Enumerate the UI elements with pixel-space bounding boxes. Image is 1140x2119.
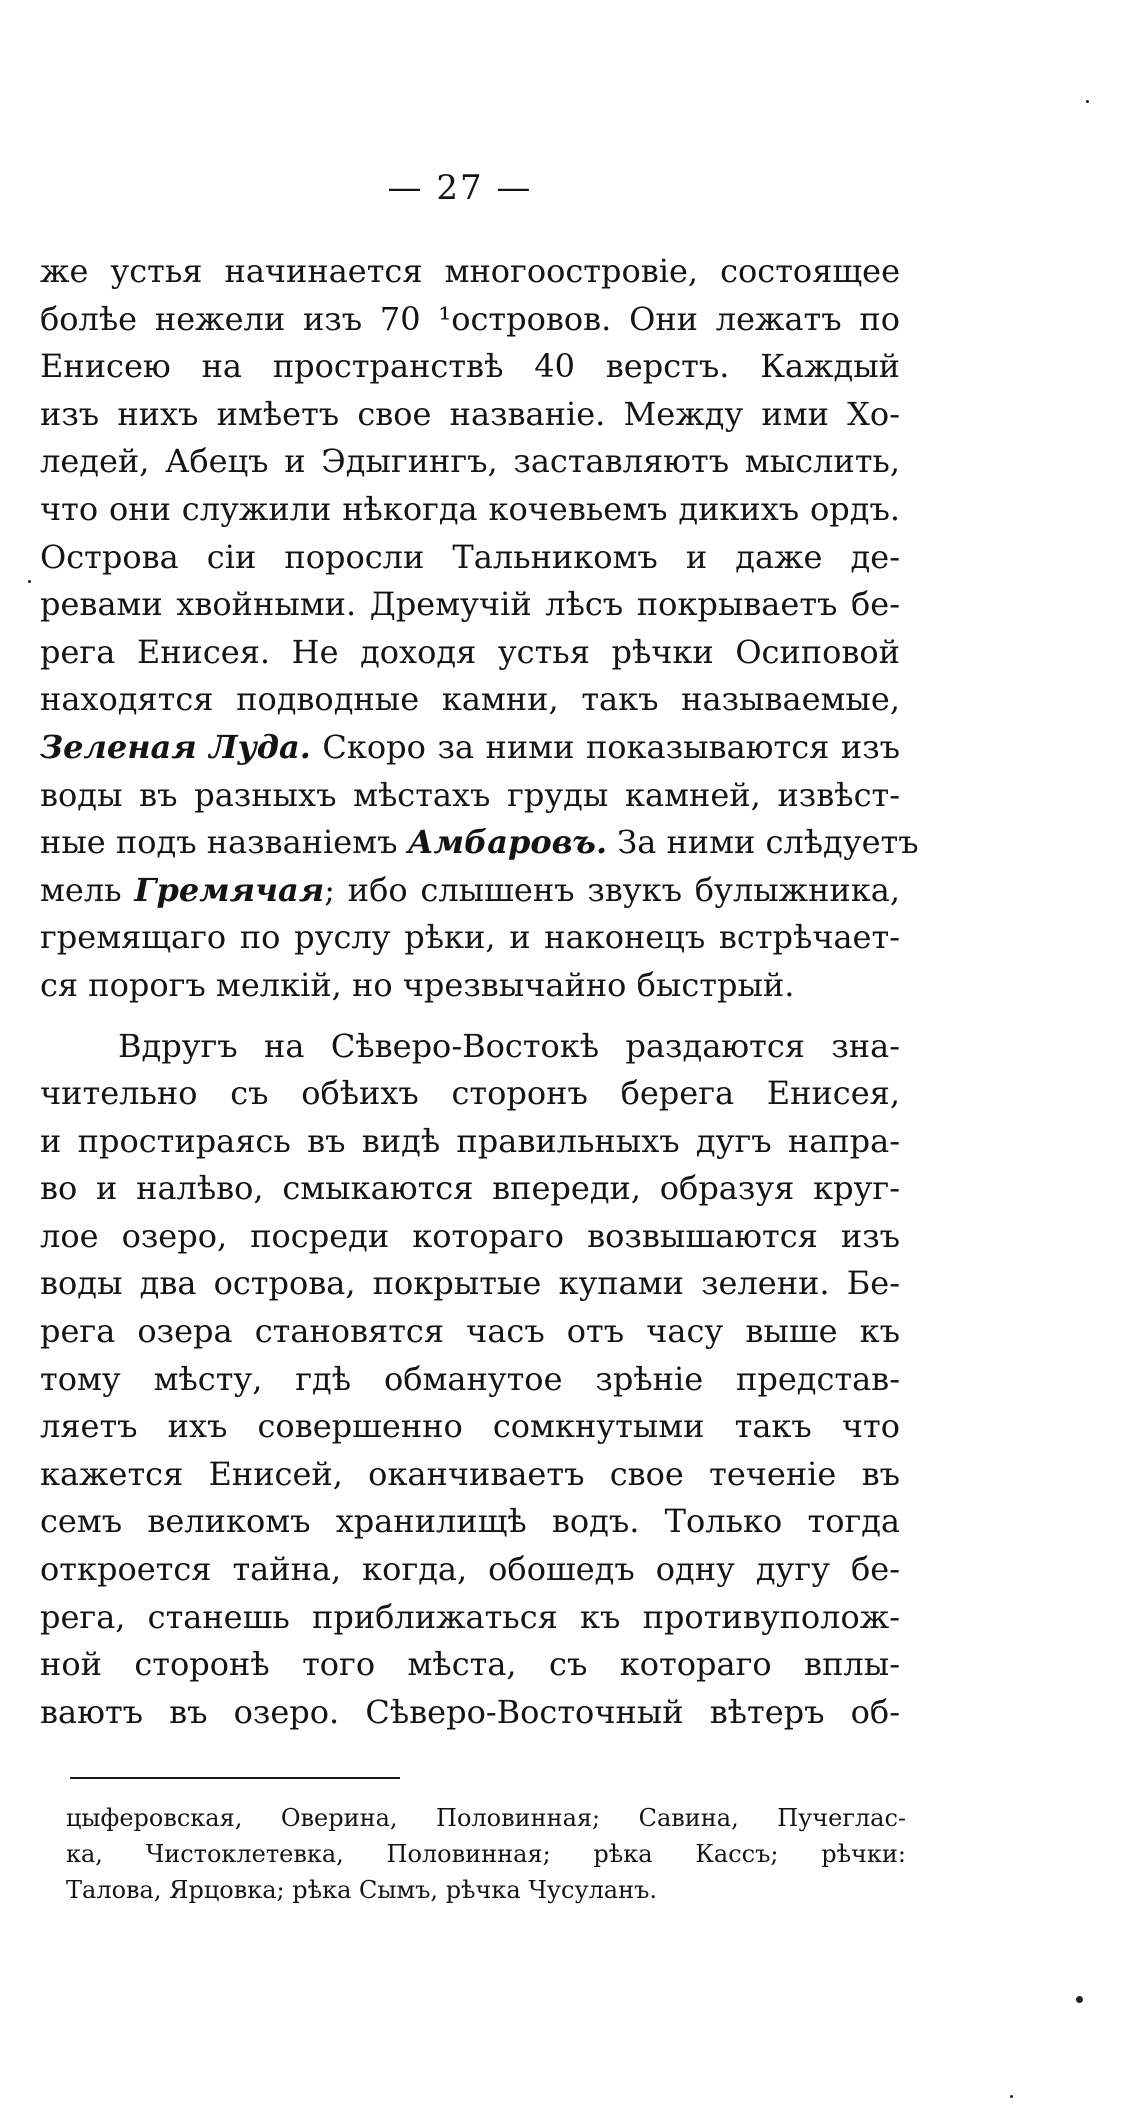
text-line: ледей, Абецъ и Эдыгингъ, заставляютъ мыслить, (40, 442, 900, 481)
text-line: же устья начинается многоостровіе, состоящее (40, 252, 900, 290)
text-line: ляетъ ихъ совершенно сомкнутыми такъ что (40, 1407, 900, 1446)
text-line-italic-gremyachaya: мель Гремячая; ибо слышенъ звукъ булыжника, (40, 870, 901, 909)
text-line: семъ великомъ хранилищѣ водъ. Только тогда (40, 1502, 900, 1541)
footnote-line: цыферовская, Оверина, Половинная; Савина, Пучеглас- (66, 1804, 906, 1832)
text-line: ся порогъ мелкій, но чрезвычайно быстрый. (40, 965, 795, 1004)
italic-term: Зеленая Луда. (40, 727, 311, 766)
italic-term: Амбаровъ. (407, 823, 608, 862)
text-line: изъ нихъ имѣетъ свое названіе. Между ими Хо- (40, 394, 900, 433)
text-line: воды два острова, покрытые купами зелени. Бе- (40, 1264, 900, 1303)
text-line: чительно съ обѣихъ сторонъ берега Енисея, (40, 1074, 900, 1113)
text-line: ваютъ въ озеро. Сѣверо-Восточный вѣтеръ об- (40, 1692, 900, 1731)
text-line: лое озеро, посреди котораго возвышаются изъ (40, 1216, 900, 1255)
footnote-line: ка, Чистоклетевка, Половинная; рѣка Кассъ; рѣчки: (66, 1840, 906, 1868)
text-line: Острова сіи поросли Тальникомъ и даже де- (40, 537, 900, 576)
text-line: Енисею на пространствѣ 40 верстъ. Каждый (40, 347, 900, 386)
text-line: рега, станешь приближаться къ противуполож- (40, 1597, 900, 1636)
print-speck (1010, 2095, 1013, 2098)
page-number: — 27 — (387, 168, 533, 208)
text-line: воды въ разныхъ мѣстахъ груды камней, извѣст- (40, 775, 900, 814)
footnote-divider (70, 1777, 400, 1779)
print-speck (28, 580, 31, 583)
text-line: тому мѣсту, гдѣ обманутое зрѣніе представ- (40, 1359, 900, 1398)
paragraph-start-line: Вдругъ на Сѣверо-Востокѣ раздаются зна- (118, 1026, 900, 1065)
text-line: во и налѣво, смыкаются впереди, образуя круг- (40, 1169, 900, 1208)
footnote-block (66, 1800, 906, 1908)
text-line: рега озера становятся часъ отъ часу выше къ (40, 1312, 900, 1351)
footnote-line: Талова, Ярцовка; рѣка Сымъ, рѣчка Чусуланъ. (66, 1876, 658, 1904)
text-line-italic-zelenaya-luda: Зеленая Луда. Скоро за ними показываются изъ (40, 727, 901, 766)
text-line: что они служили нѣкогда кочевьемъ дикихъ ордъ. (40, 489, 900, 528)
text-line: кажется Енисей, оканчиваетъ свое теченіе въ (40, 1454, 900, 1493)
body-text (40, 248, 919, 1736)
text-line: находятся подводные камни, такъ называемые, (40, 680, 900, 719)
text-line: болѣе нежели изъ 70 ¹островов. Они лежатъ по (40, 299, 900, 338)
text-line: и простираясь въ видѣ правильныхъ дугъ напра- (40, 1121, 900, 1160)
text-line: откроется тайна, когда, обошедъ одну дугу бе- (40, 1550, 900, 1589)
print-speck (1086, 100, 1089, 103)
text-line: ревами хвойными. Дремучій лѣсъ покрываетъ бе- (40, 585, 900, 624)
text-line: ной сторонѣ того мѣста, съ котораго вплы- (40, 1645, 900, 1684)
text-line: гремящаго по руслу рѣки, и наконецъ встрѣчает- (40, 918, 900, 957)
italic-term: Гремячая (134, 870, 325, 909)
text-line-italic-ambarov: ные подъ названіемъ Амбаровъ. За ними слѣдуетъ (40, 823, 919, 862)
text-line: рега Енисея. Не доходя устья рѣчки Осиповой (40, 632, 900, 671)
print-speck (1076, 1996, 1083, 2003)
